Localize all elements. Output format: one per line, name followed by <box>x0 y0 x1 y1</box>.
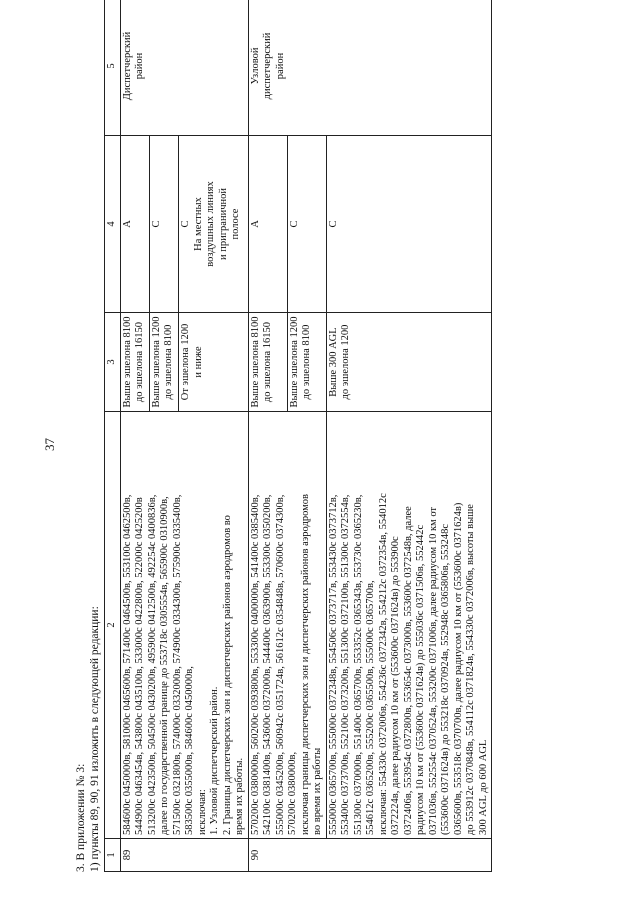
service-type: Диспетчерский район <box>120 0 248 136</box>
airspace-class: C <box>149 136 178 313</box>
header-col-3: 3 <box>105 313 121 412</box>
rotated-page-content <box>74 32 586 872</box>
level-range: Выше эшелона 1200 до эшелона 8100 <box>287 313 326 412</box>
intro-line-1: 3. В приложении № 3: <box>75 763 87 872</box>
level-range: Выше эшелона 1200 до эшелона 8100 <box>149 313 178 412</box>
table-row <box>248 0 287 872</box>
service-type: Узловой диспетчерский район <box>248 0 492 136</box>
table-row <box>120 0 149 872</box>
intro-line-2: 1) пункты 89, 90, 91 изложить в следующей редакции: <box>89 606 101 872</box>
table-header-row <box>105 0 121 872</box>
header-col-5: 5 <box>105 0 121 136</box>
header-col-1: 1 <box>105 839 121 872</box>
level-range: От эшелона 1200 и ниже <box>179 313 248 412</box>
page-number: 37 <box>42 438 57 451</box>
airspace-class: C <box>326 136 492 313</box>
level-range: Выше 300 AGL до эшелона 1200 <box>326 313 492 412</box>
airspace-class: A <box>120 136 149 313</box>
boundary-description: 570200с 0380000в, 560200с 0393800в, 553300с 0400000в, 541400с 0385400в, 542100с 0381400в, 543600с 0372000в, 544400с 0363900в, 553300с 0350200в, 555000с 0345200в, 560942с 0351724в, 561612с 0354848в, 570600с 0374300в, 570200с 0380000в, исключая границы диспетчерских зон и диспетчерских районов аэродромов во время их работы <box>248 412 326 839</box>
level-range: Выше эшелона 8100 до эшелона 16150 <box>248 313 287 412</box>
row-number: 89 <box>120 839 248 872</box>
boundary-description: 584600с 0450000в, 581000с 0465600в, 571400с 0464500в, 553100с 0462500в, 544900с 0463454в, 543800с 0435100в, 533000с 0422800в, 522000с 0425200в 513200с 0423500в, 504500с 0430200в, 495900с 0412500в, 492254с 0400836в, далее по государственной границе до 553718с 0305554в, 565900с 0310900в, 571500с 0321800в, 574000с 0332000в, 574900с 0334300в, 575900с 0335400в, 583500с 0355000в, 584600с 0450000в, исключая: 1. Узловой диспетчерский район. 2. Границы диспетчерских зон и диспетчерских районов аэродромов во время их работы. <box>120 412 248 839</box>
intro <box>74 32 102 872</box>
header-col-4: 4 <box>105 136 121 313</box>
level-range: Выше эшелона 8100 до эшелона 16150 <box>120 313 149 412</box>
boundary-description: 555000с 0365700в, 555000с 0372348в, 554506с 0373717в, 553430с 0373712в, 553400с 0373700в, 552100с 0373200в, 551300с 0372100в, 551300с 0372554в, 551300с 0370000в, 551400с 0365700в, 553352с 0365343в, 553730с 0365230в, 554612с 0365200в, 555200с 0365500в, 555000с 0365700в, исключая: 554330с 0372006в, 554236с 0372342в, 554212с 0372354в, 554012с 0372224в, далее радиусом 10 км от (553600с 0371624в) до 553900с 0372406в, 553954с 0372800в, 553654с 0373000в, 553600с 0372548в, далее радиусом 10 км от (553600с 0371624в) до 555036с 0371506в, 552442с 0371036в, 552554с 0370524в, 553200с 0371006в, далее радиусом 10 км от (553600с 0371624в) до 553218с 0370924в, 552948с 0365806в, 553248с 0365600в, 553518с 0370700в, далее радиусом 10 км от (553600с 0371624в) до 553912с 0370848в, 554112с 0371824в, 554330с 0372006в, высоты выше 300 AGL до 600 AGL <box>326 412 492 839</box>
airspace-class: C На местных воздушных линиях и приграничной полосе <box>179 136 248 313</box>
header-col-2: 2 <box>105 412 121 839</box>
airspace-class: C <box>287 136 326 313</box>
row-number: 90 <box>248 839 492 872</box>
airspace-class: A <box>248 136 287 313</box>
airspace-table <box>104 0 492 872</box>
